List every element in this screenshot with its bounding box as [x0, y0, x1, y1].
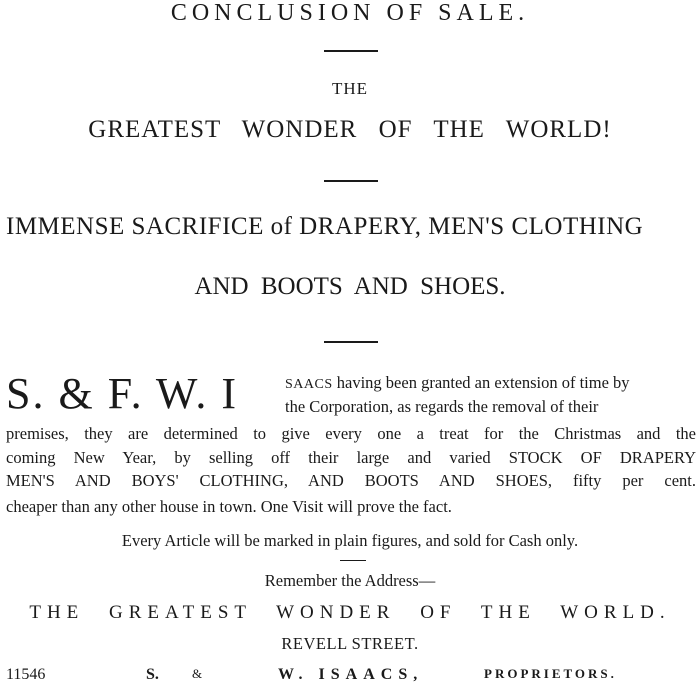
divider-rule	[324, 50, 378, 52]
divider-rule	[324, 180, 378, 182]
heading-greatest-wonder: GREATEST WONDER OF THE WORLD!	[88, 116, 612, 143]
divider-rule-short	[340, 560, 366, 561]
notice-line6: cheaper than any other house in town. One Visit will prove the fact.	[6, 497, 452, 516]
notice-line4: coming New Year, by selling off their large and varied STOCK OF DRAPERY	[6, 448, 696, 467]
ad-reference-number: 11546	[6, 666, 46, 683]
heading-sacrifice: IMMENSE SACRIFICE of DRAPERY, MEN'S CLOTHING	[6, 213, 644, 240]
ad-title: CONCLUSION OF SALE.	[170, 0, 530, 26]
proprietor-initials: S. & F. W. I	[6, 369, 238, 418]
heading-the: THE	[331, 79, 369, 98]
footer-proprietors: PROPRIETORS.	[484, 666, 617, 681]
notice-line5: MEN'S AND BOYS' CLOTHING, AND BOOTS AND SHOES, fifty per cent.	[6, 471, 696, 490]
heading-boots-shoes: AND BOOTS AND SHOES.	[194, 273, 506, 300]
every-article-note: Every Article will be marked in plain figures, and sold for Cash only.	[121, 531, 579, 550]
notice-line1-rest: having been granted an extension of time by	[332, 373, 630, 392]
notice-opening	[285, 372, 695, 418]
notice-line2: the Corporation, as regards the removal of their	[285, 397, 599, 416]
notice-line1-caps: SAACS	[285, 377, 333, 392]
footer-isaacs: W. ISAACS,	[278, 666, 424, 683]
footer-s: S.	[146, 666, 159, 683]
remember-address: Remember the Address—	[264, 571, 436, 590]
notice-line3: premises, they are determined to give every one a treat for the Christmas and the	[6, 424, 696, 443]
address-street: REVELL STREET.	[281, 634, 419, 653]
address-shop-name: THE GREATEST WONDER OF THE WORLD.	[29, 602, 671, 623]
footer-ampersand: &	[192, 666, 203, 681]
ad-footer	[6, 666, 696, 688]
divider-rule	[324, 341, 378, 343]
